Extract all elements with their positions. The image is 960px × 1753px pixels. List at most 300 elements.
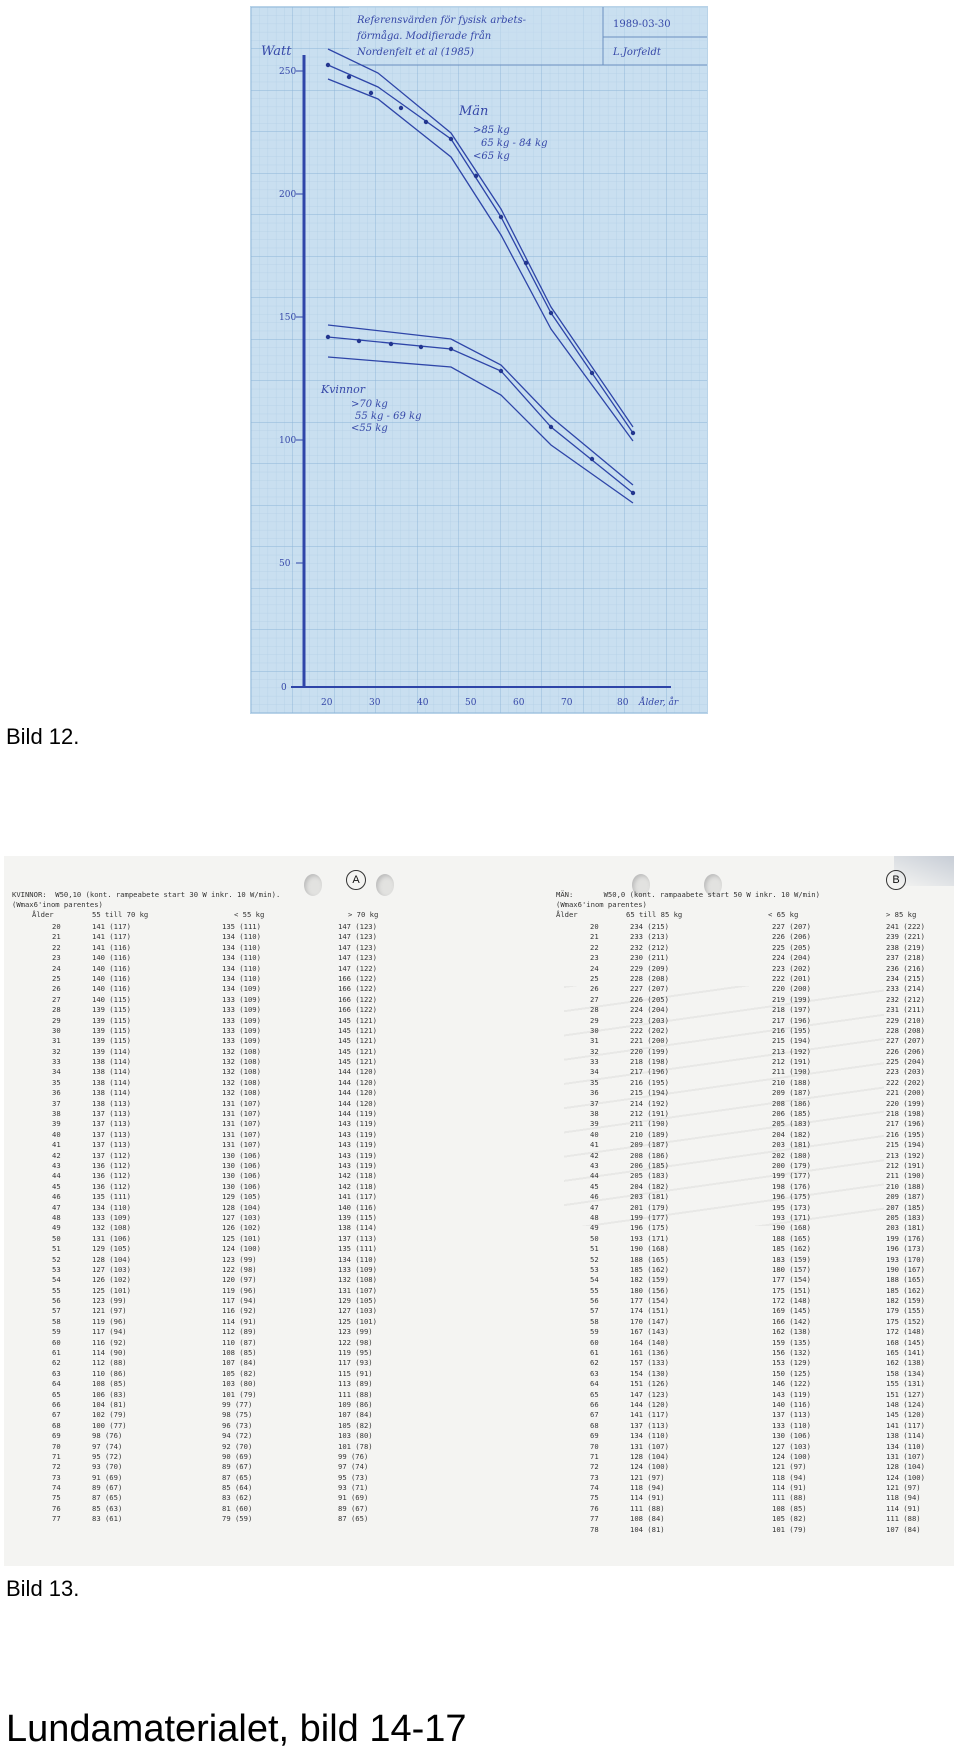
men-header-age: Ålder — [556, 910, 578, 919]
men-cell: 38 — [590, 1109, 599, 1119]
women-cell: 99 (76) — [338, 1451, 369, 1461]
women-cell: 139 (115) — [92, 1036, 131, 1046]
women-cell: 131 (107) — [338, 1285, 377, 1295]
women-cell: 138 (113) — [92, 1098, 131, 1108]
men-cell: 75 — [590, 1493, 599, 1503]
women-cell: 69 — [52, 1431, 61, 1441]
men-cell: 66 — [590, 1399, 599, 1409]
men-cell: 141 (117) — [886, 1420, 925, 1430]
women-cell: 129 (105) — [222, 1192, 261, 1202]
men-cell: 188 (165) — [886, 1275, 925, 1285]
table-row — [8, 1379, 478, 1389]
men-cell: 118 (94) — [772, 1472, 807, 1482]
women-cell: 24 — [52, 963, 61, 973]
women-cell: 131 (107) — [222, 1109, 261, 1119]
women-cell: 131 (107) — [222, 1119, 261, 1129]
women-cell: 134 (110) — [222, 932, 261, 942]
men-cell: 161 (136) — [630, 1348, 669, 1358]
men-cell: 213 (192) — [772, 1046, 811, 1056]
women-group-3: <55 kg — [351, 423, 388, 434]
men-group-3: <65 kg — [473, 151, 510, 162]
women-cell: 87 (65) — [338, 1514, 369, 1524]
men-cell: 183 (159) — [772, 1254, 811, 1264]
men-cell: 177 (154) — [630, 1296, 669, 1306]
women-cell: 110 (86) — [92, 1368, 127, 1378]
show-through-handwriting — [564, 986, 884, 1226]
women-cell: 128 (104) — [92, 1254, 131, 1264]
women-cell: 21 — [52, 932, 61, 942]
caption-bild-13: Bild 13. — [6, 1576, 80, 1601]
women-table-body — [8, 922, 478, 1525]
women-cell: 144 (120) — [338, 1088, 377, 1098]
men-cell: 154 (130) — [630, 1368, 669, 1378]
table-row — [8, 922, 478, 932]
men-cell: 108 (85) — [772, 1503, 807, 1513]
men-cell: 58 — [590, 1316, 599, 1326]
table-row — [556, 953, 950, 963]
table-row — [556, 1327, 950, 1337]
women-cell: 51 — [52, 1244, 61, 1254]
men-cell: 193 (171) — [772, 1212, 811, 1222]
men-cell: 146 (122) — [772, 1379, 811, 1389]
men-cell: 162 (138) — [886, 1358, 925, 1368]
men-cell: 224 (204) — [630, 1005, 669, 1015]
women-table-subtitle: (Wmax6'inom parentes) — [12, 900, 103, 909]
women-cell: 123 (99) — [222, 1254, 257, 1264]
women-cell: 166 (122) — [338, 973, 377, 983]
women-cell: 71 — [52, 1451, 61, 1461]
men-cell: 217 (196) — [886, 1119, 925, 1129]
table-row — [8, 1078, 478, 1088]
men-cell: 170 (147) — [630, 1316, 669, 1326]
women-cell: 59 — [52, 1327, 61, 1337]
men-cell: 188 (165) — [630, 1254, 669, 1264]
women-cell: 134 (109) — [222, 984, 261, 994]
men-cell: 50 — [590, 1233, 599, 1243]
men-cell: 39 — [590, 1119, 599, 1129]
table-row — [8, 1286, 478, 1296]
men-cell: 105 (82) — [772, 1514, 807, 1524]
men-cell: 166 (142) — [772, 1316, 811, 1326]
women-cell: 144 (120) — [338, 1077, 377, 1087]
men-cell: 137 (113) — [772, 1410, 811, 1420]
women-cell: 81 (60) — [222, 1503, 253, 1513]
women-cell: 40 — [52, 1129, 61, 1139]
men-cell: 220 (200) — [772, 984, 811, 994]
women-cell: 67 — [52, 1410, 61, 1420]
men-cell: 121 (97) — [886, 1483, 921, 1493]
women-cell: 133 (109) — [222, 1015, 261, 1025]
women-cell: 104 (81) — [92, 1399, 127, 1409]
men-cell: 114 (91) — [630, 1493, 665, 1503]
men-cell: 73 — [590, 1472, 599, 1482]
x-tick-30: 30 — [369, 698, 381, 708]
table-row — [8, 1005, 478, 1015]
badge-b: B — [886, 870, 906, 890]
women-cell: 27 — [52, 994, 61, 1004]
women-cell: 142 (118) — [338, 1181, 377, 1191]
note-date: 1989-03-30 — [613, 19, 671, 30]
women-cell: 89 (67) — [92, 1483, 123, 1493]
men-cell: 218 (198) — [886, 1109, 925, 1119]
table-row — [8, 1203, 478, 1213]
table-row — [556, 1338, 950, 1348]
table-row — [8, 1400, 478, 1410]
table-row — [8, 995, 478, 1005]
men-cell: 199 (176) — [886, 1233, 925, 1243]
women-cell: 93 (70) — [92, 1462, 123, 1472]
women-cell: 138 (114) — [92, 1067, 131, 1077]
men-cell: 124 (100) — [630, 1462, 669, 1472]
women-cell: 64 — [52, 1379, 61, 1389]
women-cell: 76 — [52, 1503, 61, 1513]
women-cell: 141 (117) — [92, 922, 131, 931]
men-cell: 124 (100) — [886, 1472, 925, 1482]
women-cell: 91 (69) — [92, 1472, 123, 1482]
men-cell: 28 — [590, 1005, 599, 1015]
men-cell: 151 (127) — [886, 1389, 925, 1399]
men-cell: 101 (79) — [772, 1524, 807, 1534]
men-cell: 208 (186) — [772, 1098, 811, 1108]
women-cell: 166 (122) — [338, 1005, 377, 1015]
men-cell: 182 (159) — [630, 1275, 669, 1285]
men-cell: 204 (182) — [630, 1181, 669, 1191]
men-group-1: >85 kg — [473, 125, 510, 136]
table-row — [8, 1234, 478, 1244]
table-row — [8, 1140, 478, 1150]
women-cell: 102 (79) — [92, 1410, 127, 1420]
men-cell: 36 — [590, 1088, 599, 1098]
men-cell: 26 — [590, 984, 599, 994]
men-cell: 140 (116) — [772, 1399, 811, 1409]
women-cell: 114 (91) — [222, 1316, 257, 1326]
men-cell: 215 (194) — [630, 1088, 669, 1098]
men-cell: 202 (180) — [772, 1150, 811, 1160]
women-cell: 143 (119) — [338, 1140, 377, 1150]
women-cell: 132 (108) — [92, 1223, 131, 1233]
men-cell: 203 (181) — [772, 1140, 811, 1150]
men-cell: 196 (175) — [630, 1223, 669, 1233]
women-cell: 63 — [52, 1368, 61, 1378]
women-cell: 145 (121) — [338, 1036, 377, 1046]
women-cell: 144 (120) — [338, 1067, 377, 1077]
table-row — [556, 1265, 950, 1275]
women-cell: 138 (114) — [92, 1057, 131, 1067]
men-cell: 237 (218) — [886, 953, 925, 963]
men-cell: 206 (185) — [630, 1160, 669, 1170]
women-cell: 132 (108) — [222, 1067, 261, 1077]
women-cell: 116 (92) — [92, 1337, 127, 1347]
women-cell: 141 (117) — [92, 932, 131, 942]
women-cell: 100 (77) — [92, 1420, 127, 1430]
men-cell: 131 (107) — [886, 1451, 925, 1461]
women-cell: 134 (110) — [222, 953, 261, 963]
badge-a: A — [346, 870, 366, 890]
men-cell: 128 (104) — [630, 1451, 669, 1461]
women-cell: 116 (92) — [222, 1306, 257, 1316]
men-cell: 210 (188) — [772, 1077, 811, 1087]
men-cell: 185 (162) — [886, 1285, 925, 1295]
women-cell: 137 (113) — [92, 1129, 131, 1139]
table-row — [8, 984, 478, 994]
men-cell: 212 (191) — [630, 1109, 669, 1119]
women-cell: 140 (115) — [92, 994, 131, 1004]
men-cell: 54 — [590, 1275, 599, 1285]
women-cell: 23 — [52, 953, 61, 963]
women-cell: 136 (112) — [92, 1181, 131, 1191]
women-cell: 34 — [52, 1067, 61, 1077]
men-cell: 162 (138) — [772, 1327, 811, 1337]
table-row — [556, 1493, 950, 1503]
table-row — [8, 1473, 478, 1483]
men-cell: 169 (145) — [772, 1306, 811, 1316]
women-cell: 85 (63) — [92, 1503, 123, 1513]
women-cell: 44 — [52, 1171, 61, 1181]
table-row — [556, 943, 950, 953]
women-cell: 145 (121) — [338, 1046, 377, 1056]
women-cell: 127 (103) — [338, 1306, 377, 1316]
men-cell: 158 (134) — [886, 1368, 925, 1378]
table-row — [556, 932, 950, 942]
table-row — [556, 1255, 950, 1265]
women-cell: 29 — [52, 1015, 61, 1025]
table-row — [8, 1016, 478, 1026]
men-cell: 220 (199) — [886, 1098, 925, 1108]
men-cell: 229 (209) — [630, 963, 669, 973]
women-cell: 108 (85) — [222, 1348, 257, 1358]
women-cell: 134 (110) — [222, 963, 261, 973]
men-cell: 70 — [590, 1441, 599, 1451]
table-row — [8, 1348, 478, 1358]
men-cell: 222 (202) — [886, 1077, 925, 1087]
men-cell: 196 (173) — [886, 1244, 925, 1254]
women-cell: 129 (105) — [92, 1244, 131, 1254]
men-cell: 33 — [590, 1057, 599, 1067]
table-row — [556, 1452, 950, 1462]
men-cell: 199 (177) — [630, 1212, 669, 1222]
women-cell: 130 (106) — [222, 1150, 261, 1160]
men-cell: 223 (202) — [772, 963, 811, 973]
men-cell: 238 (219) — [886, 942, 925, 952]
table-row — [556, 1379, 950, 1389]
women-cell: 139 (115) — [92, 1015, 131, 1025]
women-cell: 117 (94) — [92, 1327, 127, 1337]
women-cell: 89 (67) — [338, 1503, 369, 1513]
men-cell: 121 (97) — [772, 1462, 807, 1472]
figure-13-scan — [4, 856, 954, 1566]
women-cell: 143 (119) — [338, 1129, 377, 1139]
women-cell: 143 (119) — [338, 1119, 377, 1129]
women-cell: 122 (98) — [222, 1264, 257, 1274]
men-cell: 239 (221) — [886, 932, 925, 942]
women-cell: 139 (114) — [92, 1046, 131, 1056]
table-row — [8, 1442, 478, 1452]
men-cell: 159 (135) — [772, 1337, 811, 1347]
women-cell: 60 — [52, 1337, 61, 1347]
men-cell: 157 (133) — [630, 1358, 669, 1368]
women-cell: 132 (108) — [222, 1046, 261, 1056]
table-row — [8, 1171, 478, 1181]
men-cell: 147 (123) — [630, 1389, 669, 1399]
women-cell: 114 (90) — [92, 1348, 127, 1358]
table-row — [8, 1462, 478, 1472]
men-cell: 67 — [590, 1410, 599, 1420]
women-cell: 91 (69) — [338, 1493, 369, 1503]
women-cell: 55 — [52, 1285, 61, 1295]
men-cell: 195 (173) — [772, 1202, 811, 1212]
men-cell: 219 (199) — [772, 994, 811, 1004]
table-row — [8, 1265, 478, 1275]
women-table-page — [8, 870, 478, 1560]
table-row — [8, 1410, 478, 1420]
men-cell: 180 (156) — [630, 1285, 669, 1295]
x-tick-50: 50 — [465, 698, 477, 708]
women-cell: 87 (65) — [222, 1472, 253, 1482]
men-cell: 53 — [590, 1264, 599, 1274]
women-cell: 20 — [52, 922, 61, 931]
women-cell: 45 — [52, 1181, 61, 1191]
men-cell: 226 (206) — [886, 1046, 925, 1056]
men-cell: 49 — [590, 1223, 599, 1233]
caption-bild-12: Bild 12. — [6, 724, 80, 749]
men-cell: 216 (195) — [886, 1129, 925, 1139]
table-row — [8, 1369, 478, 1379]
men-cell: 225 (205) — [772, 942, 811, 952]
table-row — [8, 1504, 478, 1514]
men-cell: 209 (187) — [772, 1088, 811, 1098]
women-cell: 134 (110) — [222, 973, 261, 983]
x-tick-80: 80 — [617, 698, 629, 708]
women-cell: 46 — [52, 1192, 61, 1202]
men-cell: 211 (190) — [886, 1171, 925, 1181]
table-row — [8, 1327, 478, 1337]
table-row — [556, 1296, 950, 1306]
men-cell: 199 (177) — [772, 1171, 811, 1181]
men-cell: 23 — [590, 953, 599, 963]
women-cell: 113 (89) — [338, 1379, 373, 1389]
women-cell: 95 (73) — [338, 1472, 369, 1482]
women-cell: 85 (64) — [222, 1483, 253, 1493]
table-row — [556, 1244, 950, 1254]
men-cell: 141 (117) — [630, 1410, 669, 1420]
women-cell: 108 (85) — [92, 1379, 127, 1389]
women-cell: 107 (84) — [222, 1358, 257, 1368]
men-cell: 211 (190) — [772, 1067, 811, 1077]
men-cell: 182 (159) — [886, 1296, 925, 1306]
women-cell: 48 — [52, 1212, 61, 1222]
women-cell: 103 (80) — [338, 1431, 373, 1441]
men-cell: 204 (182) — [772, 1129, 811, 1139]
table-row — [556, 1514, 950, 1524]
men-header-high: > 85 kg — [886, 910, 917, 919]
men-cell: 46 — [590, 1192, 599, 1202]
women-cell: 143 (119) — [338, 1150, 377, 1160]
table-row — [8, 1213, 478, 1223]
women-cell: 94 (72) — [222, 1431, 253, 1441]
women-group-1: >70 kg — [351, 399, 388, 410]
women-cell: 131 (107) — [222, 1140, 261, 1150]
men-cell: 153 (129) — [772, 1358, 811, 1368]
women-cell: 119 (95) — [338, 1348, 373, 1358]
men-cell: 43 — [590, 1160, 599, 1170]
x-tick-60: 60 — [513, 698, 525, 708]
men-table-subtitle: (Wmax6'inom parentes) — [556, 900, 647, 909]
men-cell: 76 — [590, 1503, 599, 1513]
women-cell: 53 — [52, 1264, 61, 1274]
y-tick-150: 150 — [279, 313, 297, 323]
men-cell: 42 — [590, 1150, 599, 1160]
men-cell: 185 (162) — [772, 1244, 811, 1254]
women-cell: 66 — [52, 1399, 61, 1409]
women-header-high: > 70 kg — [348, 910, 379, 919]
men-cell: 64 — [590, 1379, 599, 1389]
women-cell: 129 (105) — [338, 1296, 377, 1306]
women-cell: 96 (73) — [222, 1420, 253, 1430]
women-cell: 57 — [52, 1306, 61, 1316]
men-cell: 212 (191) — [886, 1160, 925, 1170]
women-cell: 134 (110) — [338, 1254, 377, 1264]
table-row — [8, 1151, 478, 1161]
women-cell: 133 (109) — [222, 1036, 261, 1046]
women-cell: 92 (70) — [222, 1441, 253, 1451]
women-cell: 89 (67) — [222, 1462, 253, 1472]
women-cell: 138 (114) — [92, 1077, 131, 1087]
table-row — [8, 1358, 478, 1368]
table-row — [8, 1452, 478, 1462]
men-cell: 111 (88) — [630, 1503, 665, 1513]
table-row — [8, 1514, 478, 1524]
women-cell: 133 (109) — [92, 1212, 131, 1222]
men-cell: 201 (179) — [630, 1202, 669, 1212]
men-cell: 151 (126) — [630, 1379, 669, 1389]
table-row — [8, 1296, 478, 1306]
table-row — [8, 1099, 478, 1109]
men-cell: 216 (195) — [630, 1077, 669, 1087]
women-cell: 52 — [52, 1254, 61, 1264]
women-cell: 119 (96) — [92, 1316, 127, 1326]
men-cell: 22 — [590, 942, 599, 952]
men-cell: 190 (168) — [630, 1244, 669, 1254]
men-cell: 241 (222) — [886, 922, 925, 931]
women-cell: 124 (100) — [222, 1244, 261, 1254]
women-cell: 126 (102) — [92, 1275, 131, 1285]
men-cell: 210 (189) — [630, 1129, 669, 1139]
women-cell: 133 (109) — [338, 1264, 377, 1274]
women-cell: 139 (115) — [92, 1005, 131, 1015]
women-cell: 138 (114) — [92, 1088, 131, 1098]
women-cell: 107 (84) — [338, 1410, 373, 1420]
table-row — [8, 1182, 478, 1192]
women-table-title: KVINNOR: W50,10 (kont. rampeabete start 30 W inkr. 10 W/min). — [12, 890, 281, 899]
y-axis-label: Watt — [261, 44, 292, 59]
men-cell: 210 (188) — [886, 1181, 925, 1191]
women-cell: 38 — [52, 1109, 61, 1119]
men-cell: 226 (206) — [772, 932, 811, 942]
men-cell: 164 (140) — [630, 1337, 669, 1347]
men-cell: 44 — [590, 1171, 599, 1181]
men-cell: 108 (84) — [630, 1514, 665, 1524]
men-cell: 74 — [590, 1483, 599, 1493]
men-cell: 148 (124) — [886, 1399, 925, 1409]
men-cell: 209 (187) — [630, 1140, 669, 1150]
men-cell: 30 — [590, 1025, 599, 1035]
women-cell: 132 (108) — [222, 1088, 261, 1098]
women-cell: 75 — [52, 1493, 61, 1503]
men-cell: 215 (194) — [886, 1140, 925, 1150]
women-cell: 41 — [52, 1140, 61, 1150]
note-line-2: förmåga. Modifierade från — [357, 31, 492, 42]
men-cell: 121 (97) — [630, 1472, 665, 1482]
